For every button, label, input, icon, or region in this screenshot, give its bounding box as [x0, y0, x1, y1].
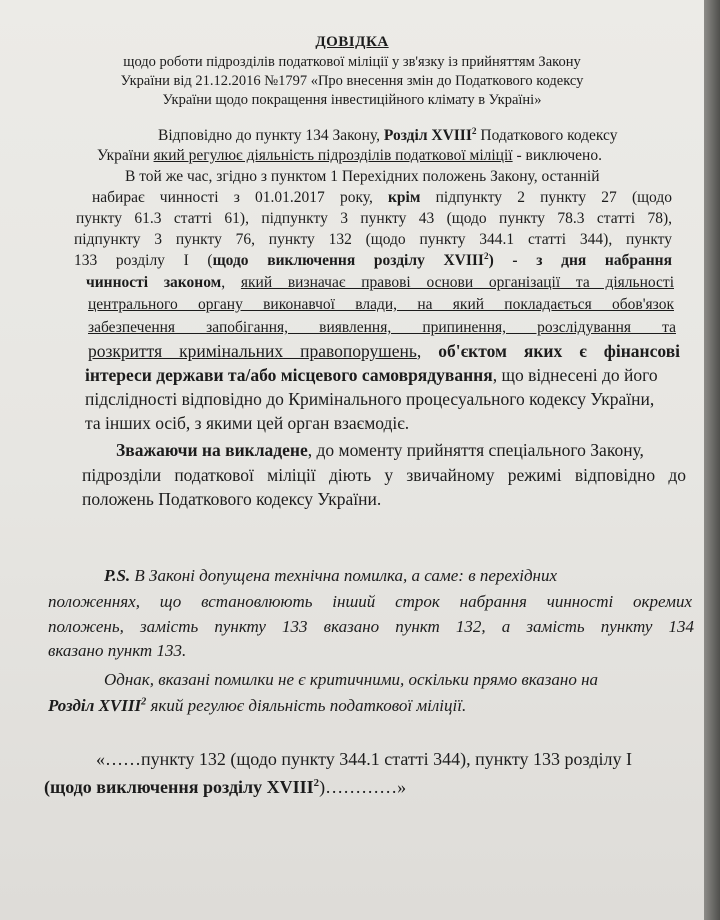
para2-bold: інтереси держави та/або місцевого самоврядування	[85, 365, 493, 385]
superscript: 2	[483, 251, 489, 262]
para2-bold: щодо виключення розділу XVIII	[212, 252, 484, 269]
para2-text: набирає чинності з 01.01.2017 року,	[92, 189, 388, 206]
ps-section-ref: Розділ XVIII	[48, 696, 142, 715]
para2-bold: крім	[388, 189, 421, 206]
quote-line-1: «……пункту 132 (щодо пункту 344.1 статті 344), пункту 133 розділу І	[96, 749, 632, 769]
superscript: 2	[141, 696, 147, 708]
para2-line-10	[85, 367, 658, 385]
para2-underlined: розкриття кримінальних правопорушень	[88, 341, 417, 361]
para2-line-12: та інших осіб, з якими цей орган взаємодіє.	[85, 413, 410, 433]
para3-line-1	[116, 442, 644, 460]
para2-underlined: центрального органу виконавчої влади, на який покладається обов'язок	[88, 296, 674, 313]
superscript: 2	[313, 777, 320, 789]
ps-text: В Законі допущена технічна помилка, а саме: в перехідних	[130, 566, 558, 585]
para1-text: Відповідно до пункту 134 Закону,	[158, 127, 384, 144]
para1-underlined: який регулює діяльність підрозділів податкової міліції	[153, 147, 513, 164]
ps-line-3: положень, замість пункту 133 вказано пункт 132, а замість пункту 134	[48, 617, 694, 636]
ps-line-4: вказано пункт 133.	[48, 641, 187, 660]
background-edge	[704, 0, 720, 920]
document-title: ДОВІДКА	[315, 34, 389, 50]
para2-bold: чинності законом	[86, 274, 222, 291]
para2-line-4: підпункту 3 пункту 76, пункту 132 (щодо пункту 344.1 статті 344), пункту	[74, 231, 672, 248]
para2-line-2	[92, 190, 672, 206]
para2-underlined: який визначає правові основи організації та діяльності	[240, 274, 674, 291]
subtitle-line-2: України від 21.12.2016 №1797 «Про внесення змін до Податкового кодексу	[120, 73, 584, 89]
para1-section-ref: Розділ XVIII	[383, 127, 472, 144]
para1-text: - виключено.	[512, 147, 602, 164]
para2-line-7	[88, 297, 674, 313]
para2-bold: ) - з дня набрання	[488, 252, 672, 269]
quote-text: )…………»	[319, 777, 407, 797]
ps-line-6	[48, 697, 466, 714]
para2-text: ,	[221, 274, 241, 291]
ps-label: P.S.	[104, 566, 131, 585]
quote-line-2	[44, 778, 406, 796]
para2-line-11: підслідності відповідно до Кримінального процесуального кодексу України,	[85, 389, 655, 409]
ps-line-5: Однак, вказані помилки не є критичними, оскільки прямо вказано на	[104, 670, 599, 689]
para3-line-3: положень Податкового кодексу України.	[82, 489, 382, 509]
subtitle-line-3: України щодо покращення інвестиційного клімату в Україні»	[162, 92, 542, 108]
para2-text: , що віднесені до його	[492, 365, 658, 385]
ps-line-2: положеннях, що встановлюють інший строк набрання чинності окремих	[48, 592, 692, 611]
quote-bold: (щодо виключення розділу XVIII	[44, 777, 314, 797]
para2-text: ,	[416, 341, 439, 361]
para1-line-1	[158, 128, 617, 144]
para2-line-6	[86, 275, 674, 291]
para2-text: 133 розділу І (	[74, 252, 213, 269]
para2-line-8	[88, 320, 676, 336]
para2-text: підпункту 2 пункту 27 (щодо	[420, 189, 672, 206]
subtitle-line-1: щодо роботи підрозділів податкової міліції у зв'язку із прийняттям Закону	[123, 54, 581, 70]
para3-bold: Зважаючи на викладене	[116, 440, 308, 460]
para2-line-5	[74, 253, 672, 269]
para1-text: України	[97, 147, 154, 164]
para3-line-2: підрозділи податкової міліції діють у звичайному режимі відповідно до	[82, 465, 686, 485]
para1-line-2	[97, 148, 602, 164]
ps-line-1	[104, 567, 557, 584]
para3-text: , до моменту прийняття спеціального Закону,	[307, 440, 644, 460]
para2-underlined: забезпечення запобігання, виявлення, припинення, розслідування та	[88, 319, 676, 336]
ps-text: який регулює діяльність податкової міліції.	[146, 696, 467, 715]
para2-bold: об'єктом яких є фінансові	[438, 341, 681, 361]
para2-line-9	[88, 343, 680, 361]
para2-line-1: В той же час, згідно з пунктом 1 Перехідних положень Закону, останній	[125, 168, 600, 185]
para1-text: Податкового кодексу	[476, 127, 618, 144]
para2-line-3: пункту 61.3 статті 61), підпункту 3 пункту 43 (щодо пункту 78.3 статті 78),	[76, 210, 672, 227]
superscript: 2	[471, 126, 477, 137]
